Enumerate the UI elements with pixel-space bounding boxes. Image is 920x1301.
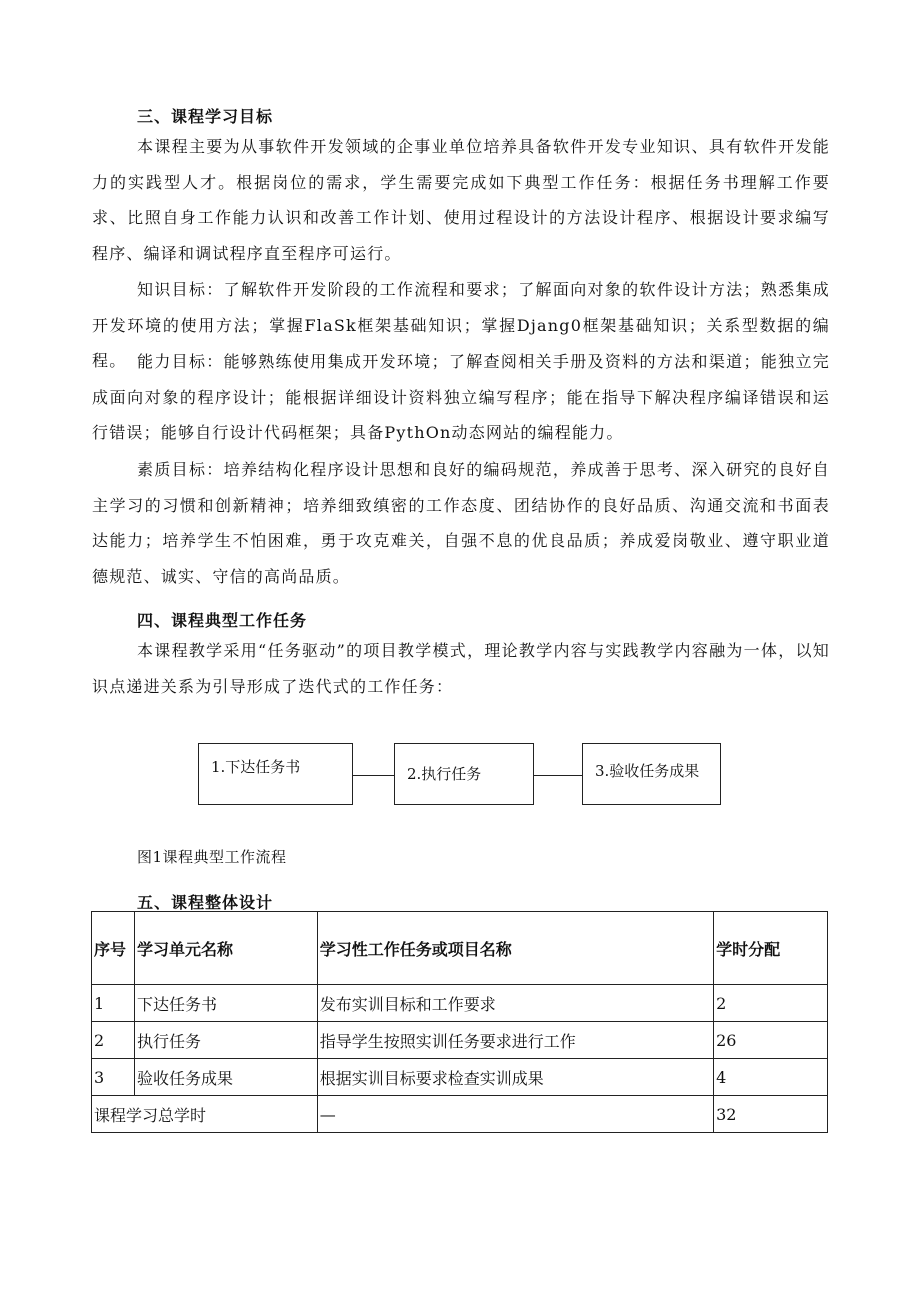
table-total-row bbox=[92, 1096, 828, 1133]
row-index: 1 bbox=[92, 985, 135, 1022]
flow-step-2 bbox=[394, 743, 534, 805]
course-design-table bbox=[91, 911, 828, 1133]
flow-connector-2 bbox=[534, 775, 582, 776]
header-unit-name: 学习单元名称 bbox=[134, 912, 317, 985]
total-label: 课程学习总学时 bbox=[92, 1096, 318, 1133]
total-hours: 32 bbox=[714, 1096, 828, 1133]
flow-step-3-label: 3.验收任务成果 bbox=[595, 762, 700, 780]
flow-step-1 bbox=[198, 743, 353, 805]
flow-step-3 bbox=[582, 743, 721, 805]
section-3-paragraph-ability: 能力目标：能够熟练使用集成开发环境；了解查阅相关手册及资料的方法和渠道；能独立完成面向对象的程序设计；能根据详细设计资料独立编写程序；能在指导下解决程序编译错误和运行错误；能够自行设计代码框架；具备PythOn动态网站的编程能力。 bbox=[92, 352, 830, 442]
header-hours: 学时分配 bbox=[714, 912, 828, 985]
row-hours: 2 bbox=[714, 985, 828, 1022]
row-hours: 26 bbox=[714, 1022, 828, 1059]
row-unit: 执行任务 bbox=[134, 1022, 317, 1059]
flow-step-1-label: 1.下达任务书 bbox=[211, 758, 301, 776]
row-unit: 验收任务成果 bbox=[134, 1059, 317, 1096]
row-task: 根据实训目标要求检查实训成果 bbox=[317, 1059, 713, 1096]
flow-step-2-label: 2.执行任务 bbox=[407, 765, 482, 783]
table-row bbox=[92, 985, 828, 1022]
header-task-name: 学习性工作任务或项目名称 bbox=[317, 912, 713, 985]
row-index: 3 bbox=[92, 1059, 135, 1096]
flow-connector-1 bbox=[353, 775, 394, 776]
section-3-paragraph-1: 本课程主要为从事软件开发领域的企事业单位培养具备软件开发专业知识、具有软件开发能力的实践型人才。根据岗位的需求，学生需要完成如下典型工作任务：根据任务书理解工作要求、比照自身工作能力认识和改善工作计划、使用过程设计的方法设计程序、根据设计要求编写程序、编译和调试程序直至程序可运行。 bbox=[92, 137, 830, 263]
section-3-paragraph-knowledge: 知识目标：了解软件开发阶段的工作流程和要求；了解面向对象的软件设计方法；熟悉集成开发环境的使用方法；掌握FlaSk框架基础知识；掌握Djang0框架基础知识；关系型数据的编程。 bbox=[92, 280, 830, 370]
section-3-paragraph-quality: 素质目标：培养结构化程序设计思想和良好的编码规范，养成善于思考、深入研究的良好自主学习的习惯和创新精神；培养细致缜密的工作态度、团结协作的良好品质、沟通交流和书面表达能力；培养学生不怕困难，勇于攻克难关，自强不息的优良品质；养成爱岗敬业、遵守职业道德规范、诚实、守信的高尚品质。 bbox=[92, 460, 830, 586]
table-row bbox=[92, 1022, 828, 1059]
row-task: 发布实训目标和工作要求 bbox=[317, 985, 713, 1022]
row-unit: 下达任务书 bbox=[134, 985, 317, 1022]
table-header-row bbox=[92, 912, 828, 985]
header-index: 序号 bbox=[92, 912, 135, 985]
row-task: 指导学生按照实训任务要求进行工作 bbox=[317, 1022, 713, 1059]
row-hours: 4 bbox=[714, 1059, 828, 1096]
section-5-title: 五、课程整体设计 bbox=[137, 893, 274, 912]
section-4-paragraph: 本课程教学采用“任务驱动”的项目教学模式，理论教学内容与实践教学内容融为一体，以知识点递进关系为引导形成了迭代式的工作任务： bbox=[92, 641, 830, 696]
total-task: — bbox=[317, 1096, 713, 1133]
figure-caption: 图1课程典型工作流程 bbox=[137, 848, 287, 866]
table-row bbox=[92, 1059, 828, 1096]
section-4-title: 四、课程典型工作任务 bbox=[137, 611, 308, 630]
section-3-title: 三、课程学习目标 bbox=[137, 107, 274, 126]
row-index: 2 bbox=[92, 1022, 135, 1059]
